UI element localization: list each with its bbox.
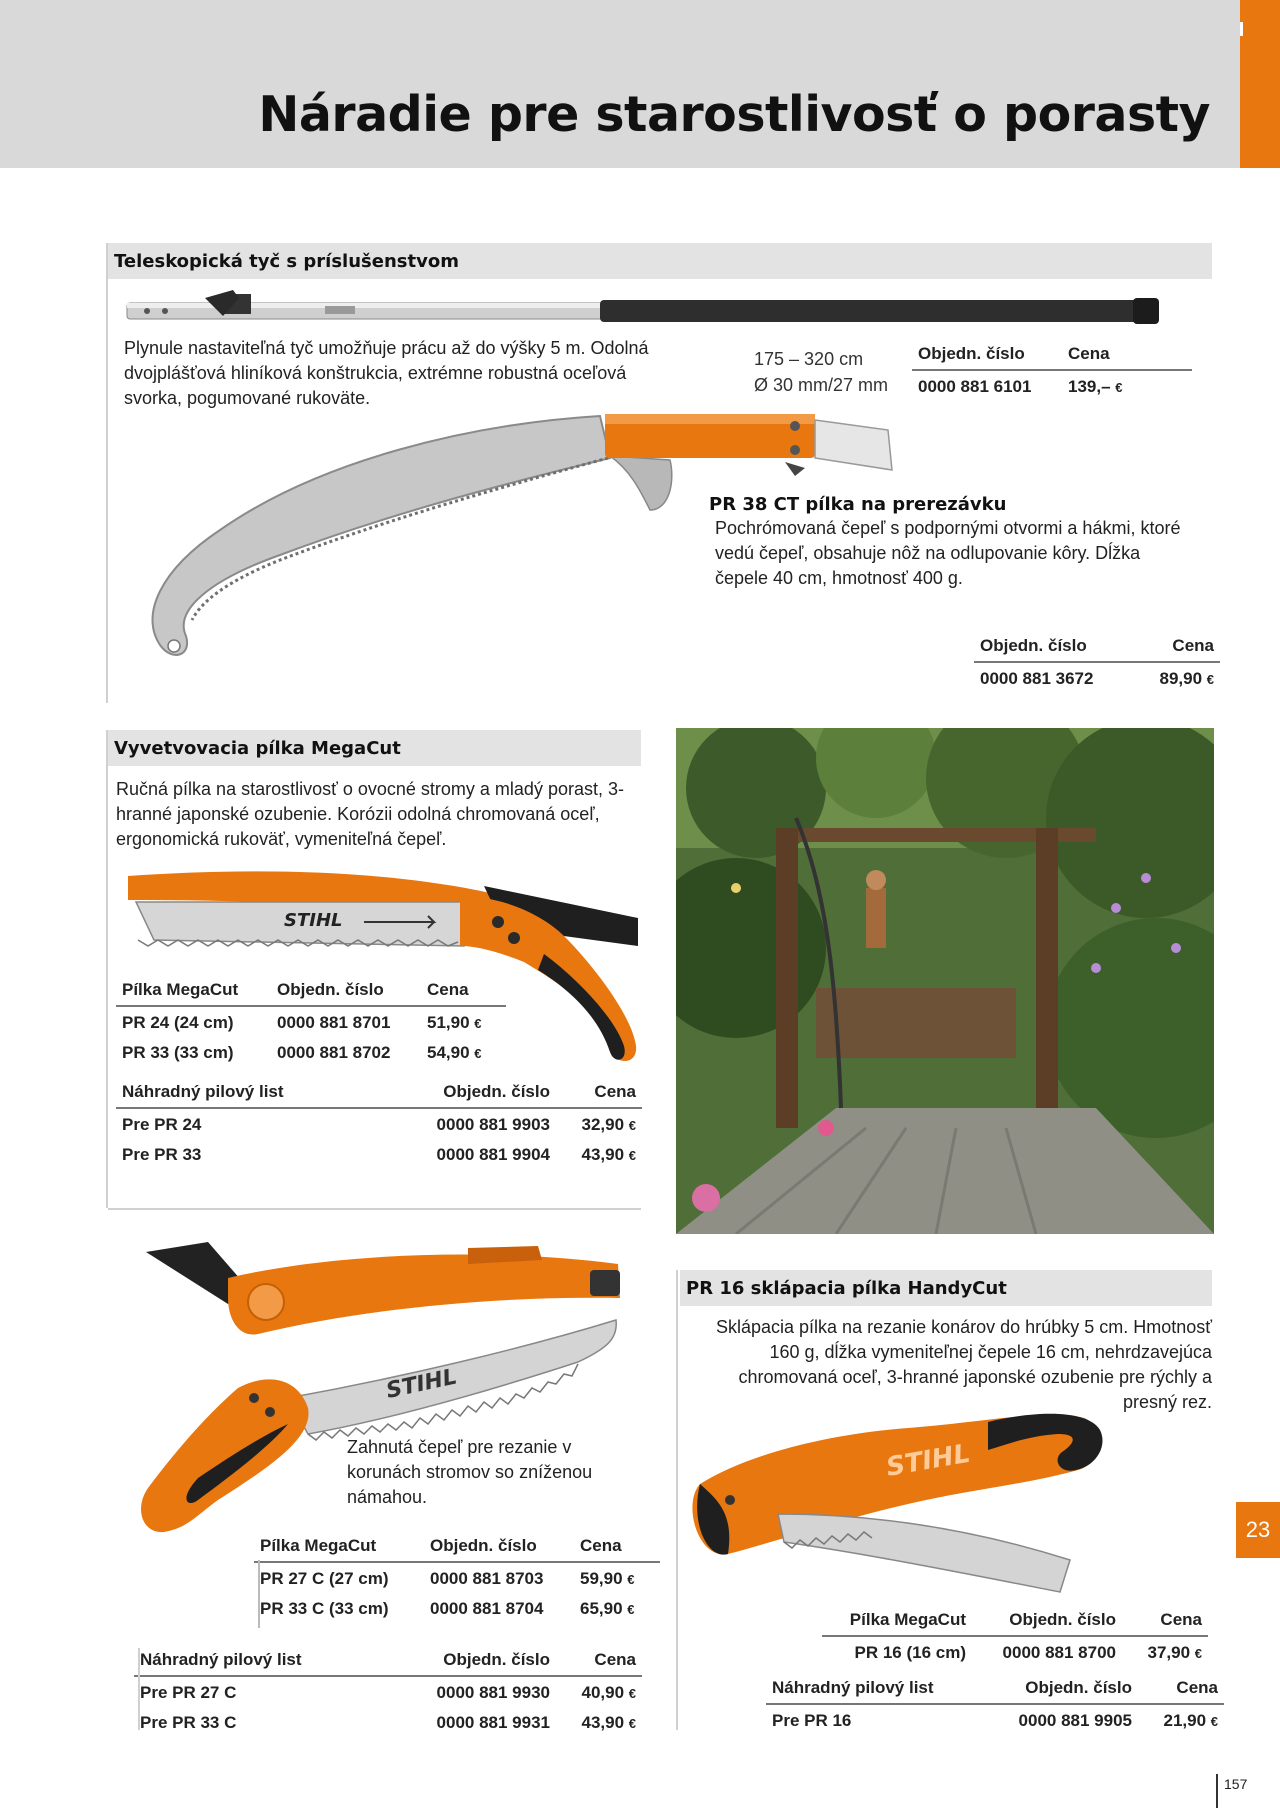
table-divider	[258, 1560, 260, 1628]
handycut-saw-image	[688, 1404, 1108, 1604]
blade-model: Pre PR 33 C	[140, 1713, 237, 1732]
col-blade: Náhradný pilový list	[766, 1676, 976, 1704]
pr38-price-table	[974, 634, 1220, 693]
order-number: 0000 881 9905	[1018, 1711, 1132, 1730]
blade-model: Pre PR 16	[772, 1711, 852, 1730]
table-row	[134, 1676, 642, 1707]
table-row	[116, 1108, 642, 1139]
pole-specs	[754, 346, 888, 398]
megacut-description: Ručná pílka na starostlivosť o ovocné stromy a mladý porast, 3-hranné japonské ozubenie. Korózii odolná chromovaná oceľ, ergonomická rukoväť, vymeniteľná čepeľ.	[116, 779, 624, 849]
price: 40,90	[581, 1683, 625, 1702]
table-row	[134, 1707, 642, 1737]
section-divider	[108, 1208, 641, 1210]
table-row	[254, 1593, 660, 1623]
pr38-description: Pochrómovaná čepeľ s podpornými otvormi a hákmi, ktoré vedú čepeľ, obsahuje nôž na odlupovanie kôry. Dĺžka čepele 40 cm, hmotnosť 400 g.	[715, 518, 1181, 588]
col-model: Pílka MegaCut	[116, 978, 271, 1006]
handycut-blade-table	[766, 1676, 1224, 1735]
price: 139,–	[1068, 377, 1111, 396]
model: PR 33 (33 cm)	[122, 1043, 234, 1062]
order-number: 0000 881 9904	[436, 1145, 550, 1164]
currency: €	[474, 1046, 482, 1061]
model: PR 27 C (27 cm)	[260, 1569, 389, 1588]
table-row	[254, 1562, 660, 1593]
col-price: Cena	[574, 1534, 660, 1562]
col-price: Cena	[1138, 1676, 1224, 1704]
order-number: 0000 881 9903	[436, 1115, 550, 1134]
currency: €	[628, 1686, 636, 1701]
currency: €	[628, 1118, 636, 1133]
pole-length: 175 – 320 cm	[754, 349, 864, 369]
col-price: Cena	[421, 978, 506, 1006]
col-order-number: Objedn. číslo	[424, 1534, 574, 1562]
section-divider	[106, 243, 108, 703]
blade-model: Pre PR 33	[122, 1145, 202, 1164]
col-order-number: Objedn. číslo	[972, 1608, 1122, 1636]
col-price: Cena	[556, 1080, 642, 1108]
currency: €	[474, 1016, 482, 1031]
order-number: 0000 881 8704	[430, 1599, 544, 1618]
table-row	[974, 662, 1220, 693]
telescopic-pole-image	[125, 290, 1160, 330]
page-number: 157	[1216, 1774, 1247, 1808]
model: PR 33 C (33 cm)	[260, 1599, 389, 1618]
stihl-logo: STIHL	[384, 1364, 460, 1404]
col-price: Cena	[1122, 1608, 1208, 1636]
currency: €	[1115, 380, 1123, 395]
order-number: 0000 881 8703	[430, 1569, 544, 1588]
pr38-title: PR 38 CT pílka na prerezávku	[709, 494, 1007, 515]
table-row	[116, 1037, 506, 1067]
col-order-number: Objedn. číslo	[404, 1648, 556, 1676]
curved-caption: Zahnutá čepeľ pre rezanie v korunách stromov so zníženou námahou.	[347, 1437, 593, 1507]
col-order-number: Objedn. číslo	[416, 1080, 556, 1108]
currency: €	[627, 1602, 635, 1617]
col-model: Pílka MegaCut	[822, 1608, 972, 1636]
order-number: 0000 881 9931	[436, 1713, 550, 1732]
price: 54,90	[427, 1043, 470, 1062]
col-price: Cena	[556, 1648, 642, 1676]
col-order-number: Objedn. číslo	[912, 342, 1062, 370]
price: 37,90	[1147, 1643, 1191, 1662]
curved-blade-table	[134, 1648, 642, 1737]
pole-section-heading: Teleskopická tyč s príslušenstvom	[108, 243, 1212, 279]
price: 32,90	[581, 1115, 625, 1134]
price: 65,90	[580, 1599, 623, 1618]
price: 43,90	[581, 1145, 625, 1164]
model: PR 24 (24 cm)	[122, 1013, 234, 1032]
stihl-logo: STIHL	[284, 910, 343, 931]
order-number: 0000 881 8700	[1002, 1643, 1116, 1662]
order-number: 0000 881 9930	[436, 1683, 550, 1702]
currency: €	[628, 1716, 636, 1731]
pole-price-table	[912, 342, 1192, 401]
order-number: 0000 881 3672	[980, 669, 1094, 688]
order-number: 0000 881 8701	[277, 1013, 391, 1032]
col-blade: Náhradný pilový list	[134, 1648, 404, 1676]
table-row	[116, 1139, 642, 1169]
currency: €	[1194, 1646, 1202, 1661]
price: 43,90	[581, 1713, 625, 1732]
table-row	[766, 1704, 1224, 1735]
megacut-blade-table	[116, 1080, 642, 1169]
handycut-description: Sklápacia pílka na rezanie konárov do hrúbky 5 cm. Hmotnosť 160 g, dĺžka vymeniteľnej čepele 16 cm, nehrdzavejúca chromovaná oceľ, 3-hranné japonské ozubenie pre rýchly a presný rez.	[715, 1317, 1212, 1412]
section-divider	[138, 1648, 140, 1730]
price: 21,90	[1163, 1711, 1207, 1730]
blade-model: Pre PR 27 C	[140, 1683, 237, 1702]
col-blade: Náhradný pilový list	[116, 1080, 416, 1108]
table-row	[912, 370, 1192, 401]
handycut-price-table	[822, 1608, 1208, 1667]
table-row	[116, 1006, 506, 1037]
pole-diameter: Ø 30 mm/27 mm	[754, 375, 889, 395]
page-title: Náradie pre starostlivosť o porasty	[258, 86, 1210, 143]
section-divider	[106, 730, 108, 1208]
section-divider	[676, 1270, 678, 1730]
order-number: 0000 881 6101	[918, 377, 1032, 396]
garden-photo	[676, 728, 1214, 1234]
currency: €	[1210, 1714, 1218, 1729]
col-order-number: Objedn. číslo	[976, 1676, 1138, 1704]
price: 89,90	[1159, 669, 1203, 688]
blade-model: Pre PR 24	[122, 1115, 202, 1134]
model: PR 16 (16 cm)	[854, 1643, 966, 1662]
col-price: Cena	[1062, 342, 1192, 370]
col-order-number: Objedn. číslo	[974, 634, 1124, 662]
pole-description: Plynule nastaviteľná tyč umožňuje prácu až do výšky 5 m. Odolná dvojplášťová hliníková konštrukcia, extrémne robustná oceľová svorka, pogumované rukoväte.	[124, 338, 649, 408]
price: 51,90	[427, 1013, 470, 1032]
megacut-price-table	[116, 978, 506, 1067]
handycut-section-heading: PR 16 sklápacia pílka HandyCut	[680, 1270, 1212, 1306]
curved-price-table	[254, 1534, 660, 1623]
order-number: 0000 881 8702	[277, 1043, 391, 1062]
stihl-logo: STIHL	[884, 1438, 973, 1483]
col-model: Pílka MegaCut	[254, 1534, 424, 1562]
chapter-tab: 23	[1236, 1502, 1280, 1558]
megacut-section-heading: Vyvetvovacia pílka MegaCut	[108, 730, 641, 766]
col-order-number: Objedn. číslo	[271, 978, 421, 1006]
currency: €	[627, 1572, 635, 1587]
col-price: Cena	[1124, 634, 1220, 662]
currency: €	[1206, 672, 1214, 687]
currency: €	[628, 1148, 636, 1163]
table-row	[822, 1636, 1208, 1667]
price: 59,90	[580, 1569, 623, 1588]
header-orange-tab	[1240, 0, 1280, 168]
